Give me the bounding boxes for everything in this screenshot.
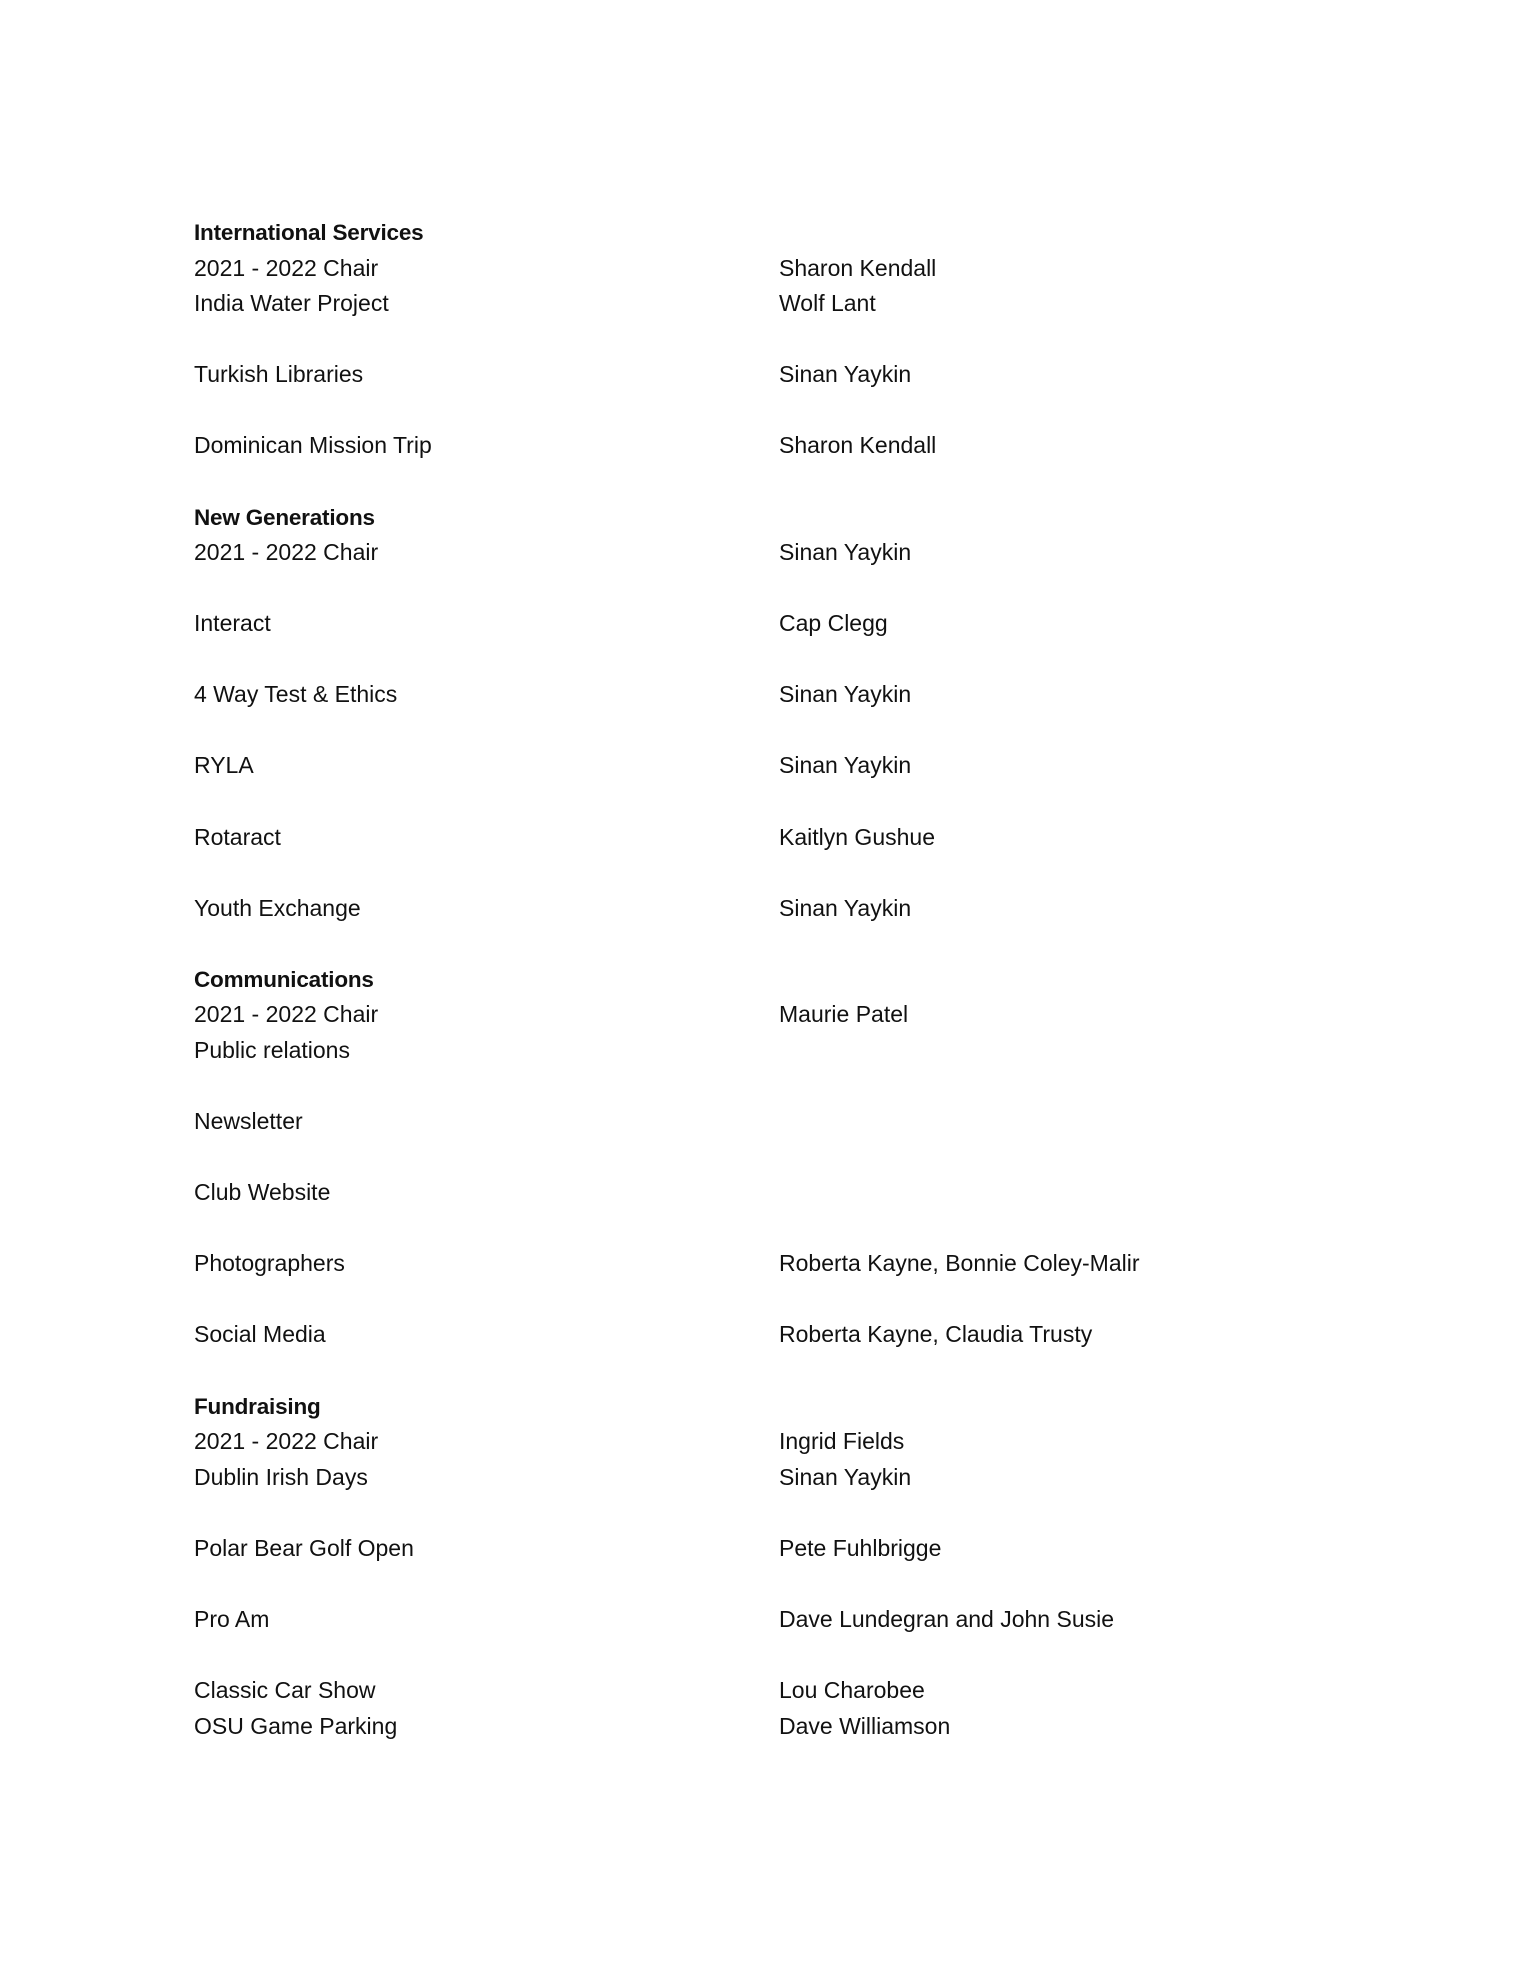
committee-row bbox=[194, 1531, 1344, 1567]
person-name: Kaitlyn Gushue bbox=[779, 823, 935, 850]
blank-line bbox=[194, 855, 1344, 891]
blank-line bbox=[194, 1211, 1344, 1247]
role-label: Club Website bbox=[194, 1179, 331, 1206]
role-label: 2021 - 2022 Chair bbox=[194, 539, 379, 566]
section-heading: Fundraising bbox=[194, 1393, 321, 1419]
blank-line bbox=[194, 784, 1344, 820]
committee-row bbox=[194, 606, 1344, 642]
role-label: 2021 - 2022 Chair bbox=[194, 254, 379, 281]
person-name: Sinan Yaykin bbox=[779, 681, 912, 708]
person-name: Sharon Kendall bbox=[779, 432, 937, 459]
section-heading: Communications bbox=[194, 966, 374, 992]
committee-row bbox=[194, 1460, 1344, 1496]
committee-row bbox=[194, 748, 1344, 784]
section-heading-row bbox=[194, 1389, 1344, 1425]
person-name: Lou Charobee bbox=[779, 1677, 925, 1704]
blank-line bbox=[194, 464, 1344, 500]
committee-row bbox=[194, 1709, 1344, 1745]
role-label: Pro Am bbox=[194, 1605, 270, 1632]
person-name: Roberta Kayne, Bonnie Coley-Malir bbox=[779, 1250, 1140, 1277]
person-name: Sinan Yaykin bbox=[779, 361, 912, 388]
person-name: Maurie Patel bbox=[779, 1001, 909, 1028]
blank-line bbox=[194, 322, 1344, 358]
committee-section bbox=[194, 1389, 1344, 1745]
blank-line bbox=[194, 1069, 1344, 1105]
role-label: RYLA bbox=[194, 752, 254, 779]
role-label: Youth Exchange bbox=[194, 894, 361, 921]
role-label: Social Media bbox=[194, 1321, 326, 1348]
committee-row bbox=[194, 1104, 1344, 1140]
role-label: 2021 - 2022 Chair bbox=[194, 1428, 379, 1455]
person-name: Ingrid Fields bbox=[779, 1428, 905, 1455]
role-label: 4 Way Test & Ethics bbox=[194, 681, 398, 708]
person-name: Sharon Kendall bbox=[779, 254, 937, 281]
role-label: Newsletter bbox=[194, 1108, 303, 1135]
committee-section bbox=[194, 215, 1344, 500]
blank-line bbox=[194, 571, 1344, 607]
person-name: Sinan Yaykin bbox=[779, 894, 912, 921]
committee-row bbox=[194, 1317, 1344, 1353]
role-label: Interact bbox=[194, 610, 271, 637]
blank-line bbox=[194, 1353, 1344, 1389]
role-label: 2021 - 2022 Chair bbox=[194, 1001, 379, 1028]
role-label: Public relations bbox=[194, 1036, 350, 1063]
blank-line bbox=[194, 393, 1344, 429]
committee-row bbox=[194, 357, 1344, 393]
person-name: Pete Fuhlbrigge bbox=[779, 1534, 942, 1561]
blank-line bbox=[194, 1282, 1344, 1318]
person-name: Roberta Kayne, Claudia Trusty bbox=[779, 1321, 1093, 1348]
committee-row bbox=[194, 535, 1344, 571]
blank-line bbox=[194, 1566, 1344, 1602]
blank-line bbox=[194, 926, 1344, 962]
role-label: Rotaract bbox=[194, 823, 281, 850]
section-heading-row bbox=[194, 500, 1344, 536]
role-label: Photographers bbox=[194, 1250, 345, 1277]
blank-line bbox=[194, 1638, 1344, 1674]
person-name: Dave Williamson bbox=[779, 1712, 951, 1739]
person-name: Sinan Yaykin bbox=[779, 539, 912, 566]
section-heading-row bbox=[194, 215, 1344, 251]
role-label: Turkish Libraries bbox=[194, 361, 364, 388]
blank-line bbox=[194, 642, 1344, 678]
blank-line bbox=[194, 713, 1344, 749]
committee-section bbox=[194, 962, 1344, 1389]
person-name: Sinan Yaykin bbox=[779, 752, 912, 779]
committee-row bbox=[194, 1673, 1344, 1709]
blank-line bbox=[194, 1140, 1344, 1176]
committee-row bbox=[194, 820, 1344, 856]
person-name: Cap Clegg bbox=[779, 610, 888, 637]
committee-row bbox=[194, 1246, 1344, 1282]
role-label: OSU Game Parking bbox=[194, 1712, 398, 1739]
committee-row bbox=[194, 1424, 1344, 1460]
section-heading-row bbox=[194, 962, 1344, 998]
role-label: India Water Project bbox=[194, 290, 389, 317]
role-label: Classic Car Show bbox=[194, 1677, 376, 1704]
committee-row bbox=[194, 251, 1344, 287]
section-heading: International Services bbox=[194, 220, 424, 245]
person-name: Sinan Yaykin bbox=[779, 1463, 912, 1490]
role-label: Dublin Irish Days bbox=[194, 1463, 368, 1490]
section-heading: New Generations bbox=[194, 504, 375, 530]
committee-row bbox=[194, 891, 1344, 927]
person-name: Dave Lundegran and John Susie bbox=[779, 1605, 1115, 1632]
committee-row bbox=[194, 428, 1344, 464]
committee-row bbox=[194, 997, 1344, 1033]
blank-line bbox=[194, 1495, 1344, 1531]
committee-document bbox=[194, 215, 1344, 1744]
committee-row bbox=[194, 1602, 1344, 1638]
committee-section bbox=[194, 500, 1344, 962]
committee-row bbox=[194, 1033, 1344, 1069]
committee-row bbox=[194, 677, 1344, 713]
role-label: Dominican Mission Trip bbox=[194, 432, 432, 459]
role-label: Polar Bear Golf Open bbox=[194, 1534, 414, 1561]
committee-row bbox=[194, 1175, 1344, 1211]
person-name: Wolf Lant bbox=[779, 290, 876, 317]
committee-row bbox=[194, 286, 1344, 322]
